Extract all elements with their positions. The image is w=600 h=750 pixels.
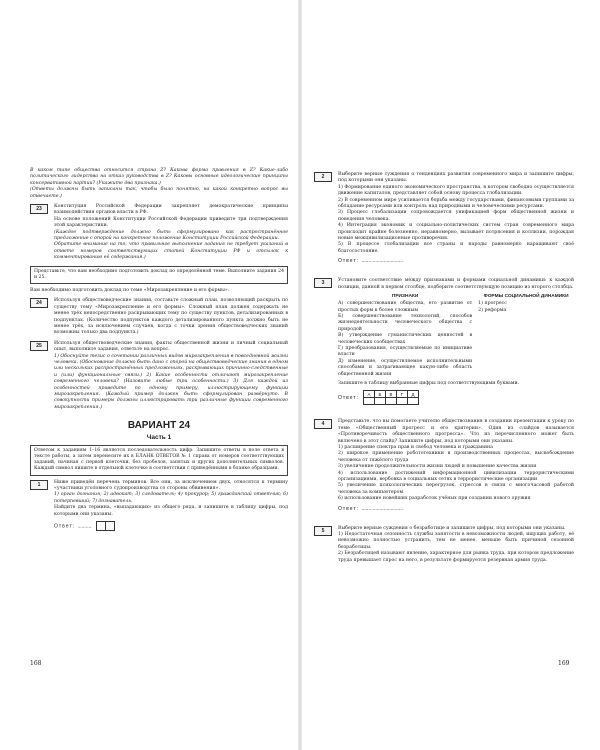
answer-label: Ответ: (338, 258, 360, 265)
list-item: В) утверждение гуманистических ценностей в человеческих сообществах (338, 333, 473, 345)
answer-line (338, 390, 574, 405)
task-1 (30, 480, 288, 531)
letter-cell: А (364, 391, 375, 398)
part-title: Часть 1 (146, 434, 172, 442)
answer-label: Ответ: (338, 505, 360, 512)
list-item: 2) широкое применение робототехники в производственных процессах, высвобождение человека от тяжёлого труда (338, 451, 574, 463)
intro-question: В каком типе общества относится страна Z? Какова форма правления в Z? Какие-либо политического лидерства на отказ руководства в Z? Каковы основные идеологические принципы консервативной партии? (Укажите два признака.) (30, 168, 288, 186)
task-text: Представьте, что вы помогаете учителю обществознания в создании презентации к уроку по теме «Общественный прогресс и его критерии». Один из слайдов называется «Противоречивость общественного прогресса». Что из перечисленного может быть включено в этот слайд? Запишите цифры, под которыми они указаны. (338, 419, 574, 444)
task-text: Установите соответствие между признаками и формами социальной динамики: к каждой позиции, данной в первом столбце, подберите соответствующую позицию из второго столбца. (338, 278, 574, 290)
list-item: 3) увеличение продолжительности жизни людей и повышение качества жизни (338, 464, 537, 470)
left-column (30, 168, 288, 531)
list-item: 5) увеличение психологических перегрузок, стрессов в связи с многочасовой работой человека за компьютером (338, 483, 574, 495)
task-note: Обратите внимание на то, что правильное выполнение задания не требует указаний в ответе номеров соответствующих статей Конституции РФ и отсылок к комментированию её содержания.) (54, 242, 288, 261)
answer-rules-text: Ответом к заданиям 1–16 является последовательность цифр. Запишите ответы в поле ответа в тексте работы, а затем перенесите их в БЛАНК ОТВЕТОВ № 1 справа от номеров соответствующих заданий, начиная с первой клеточки, без пробелов, запятых и других дополнительных символов. Каждый символ пишите в отдельной клеточке в соответствии с приведёнными в бланке образцами. (34, 448, 284, 472)
task-number: 3 (314, 278, 332, 288)
answer-line: Ответ: .............................. (338, 258, 404, 265)
letter-cell: Б (375, 391, 386, 398)
task-number: 5 (314, 526, 332, 536)
task-items: 1) орган дознания; 2) адвокат; 3) следователь; 4) прокурор; 5) гражданский ответчик; 6) потерпевший; 7) дознаватель. (54, 492, 288, 504)
task-text: Используя обществоведческие знания, факты общественной жизни и личный социальный опыт, выполните задания, ответьте на вопрос. (54, 340, 288, 353)
list-item: 5) В процессе глобализации все страны и народы равномерно наращивают своё благосостояние. (338, 242, 574, 254)
answer-cells[interactable] (96, 521, 114, 531)
answer-label: Ответ: (54, 523, 76, 530)
intro-note: (Ответы должны быть записаны так, чтобы было понятно, на какой конкретно вопрос вы отвечаете.) (30, 187, 288, 199)
list-item: 1) расширение спектра прав и свобод человека и гражданина (338, 445, 493, 450)
list-item: 2) Безработицей называют явление, характерное для рынка труда, при котором предложение труда превышает спрос на него, в результате формируется резервная армия труда. (338, 551, 574, 563)
task-23 (30, 204, 288, 262)
list-item: Г) преобразования, осуществляемые по инициативе власти (338, 345, 473, 358)
answer-rules-box (30, 445, 288, 475)
list-item: Б) совершенствование технологий, способов жизнедеятельности человеческого общества с природой (338, 313, 473, 332)
task-note: (Каждое подтверждение должно быть сформулировано как распространённое предложение с опорой на конкретное положение Конституции Российской Федерации. (54, 229, 288, 242)
task-number: 2 (314, 172, 332, 182)
list-item: 1) Недостаточная сезонность службы занятости в невозможности людей, ищущих работу, её невозможно полностью устранить, тем не менее, меньше быть причиной сезонной безработицы. (338, 532, 574, 550)
left-page (0, 0, 296, 750)
right-page (304, 0, 600, 750)
answer-table[interactable] (363, 390, 419, 405)
list-item: 1) прогресс (478, 301, 507, 307)
task-text: Используя обществоведческие знания, составьте сложный план, позволяющий раскрыть по существу тему «Мирозакрепление и его формы». Сложный план должен содержать не менее трёх непосредственно раскрывающих тему по существу пунктов, детализированных в подпунктах. (Количество подпунктов каждого детализированного пункта должно быть не менее трёх, за исключением случаев, когда с точки зрения обществоведческих знаний возможны только два подпункта.) (54, 298, 288, 336)
task-text: Ниже приведён перечень терминов. Все они, за исключением двух, относятся к термину «участники уголовного судопроизводства со стороны обвинения». (54, 479, 288, 491)
column-header: ФОРМЫ СОЦИАЛЬНОЙ ДИНАМИКИ (483, 294, 569, 300)
task-instruction: Запишите в таблицу выбранные цифры под соответствующими буквами. (338, 380, 520, 386)
letter-cell: Д (408, 391, 419, 398)
list-item: 6) использование новейших разработок учёных при создании нового оружия (338, 496, 531, 502)
answer-label: Ответ: (338, 395, 360, 402)
task-24 (30, 298, 288, 336)
task-4 (314, 419, 574, 511)
answer-line: Ответ: .......... (54, 521, 288, 531)
task-5 (314, 526, 574, 564)
letter-cell: В (386, 391, 397, 398)
list-item: 4) Интеграция экономик и социально-политических систем стран современного мира происходит крайне болезненно, неравномерно, вызывает потрясения и коллизии, порождая новые межцивилизационные противоречия. (338, 223, 574, 242)
answer-line: Ответ: .............................. (338, 505, 404, 512)
list-item: 2) реформа (478, 307, 507, 313)
task-number: 25 (30, 341, 48, 351)
task-25 (30, 341, 288, 411)
page-number: 169 (558, 660, 570, 667)
task-text: 1) Обоснуйте тезис о сочетании различных видов мирозакрепления в повседневной жизни человека. (Обоснование должно быть дано с опорой на обществоведческие знания в одном или нескольких распространённых предложениях, раскрывающих причинно-следственные и (или) функциональные связи.) 2) Какие особенности отличают мирозакрепление современного человека? (Назовите любые три особенности.) 3) Для каждой из особенностей приведите по одному примеру, иллюстрирующему функции мирозакрепления. (Каждый пример должен быть сформулирован развёрнуто. В совокупности примеры должны иллюстрировать три различные функции современного мирозакрепления.) (54, 353, 288, 410)
book-spine (298, 0, 302, 750)
task-number: 23 (30, 204, 48, 214)
instruction-text: Представьте, что вам необходимо подготовить доклад по определённой теме. Выполните задания 24 и 25. (34, 268, 284, 280)
task-number: 1 (30, 480, 48, 490)
list-item: А) совершенствование общества, его развитие от простых форм к более сложным (338, 301, 473, 313)
task-text: Выберите верные суждения о безработице и запишите цифры, под которыми они указаны. (338, 525, 566, 531)
list-item: 1) Формирование единого экономического пространства, в котором свободно осуществляется движение капиталов, представляет собой основу процесса глобализации. (338, 184, 574, 197)
instruction-box (30, 266, 288, 284)
list-item: 4) использование достижений информационной цивилизации террористическими организациями, вербовка в социальных сетях в террористические организации (338, 470, 574, 483)
task-number: 24 (30, 298, 48, 308)
task-number: 4 (314, 419, 332, 429)
task-text: На основе положений Конституции Российской Федерации приведите три подтверждения этой характеристики. (54, 216, 288, 229)
list-item: Д) изменение, осуществляемое исполнительными способами и затрагивающее какую-либо область общественной жизни (338, 358, 473, 377)
variant-title: ВАРИАНТ 24 (127, 420, 191, 432)
page-number: 168 (30, 660, 42, 667)
task-text: Найдите два термина, «выпадающих» из общего ряда, и запишите в таблицу цифры, под которыми они указаны. (54, 505, 288, 517)
topic-line: Вам необходимо подготовить доклад по теме «Мирозакрепление и его формы». (30, 287, 230, 293)
matching-table (338, 294, 574, 378)
letter-cell: Г (397, 391, 408, 398)
list-item: 3) Процесс глобализации сопровождается унификацией форм общественной жизни и поведения человека. (338, 210, 574, 222)
column-header: ПРИЗНАКИ (391, 294, 419, 300)
task-text: Конституция Российской Федерации закрепляет демократические принципы взаимодействия органов власти в РФ. (54, 204, 288, 216)
task-3 (314, 278, 574, 405)
task-text: Выберите верные суждения о тенденциях развития современного мира и запишите цифры, под которыми они указаны. (338, 172, 574, 184)
list-item: 2) В современном мире усиливается борьба между государствами, финансовыми группами за обладание ресурсами или контроль над природными и человеческими ресурсами. (338, 197, 574, 210)
right-column (314, 168, 574, 564)
task-2 (314, 172, 574, 264)
